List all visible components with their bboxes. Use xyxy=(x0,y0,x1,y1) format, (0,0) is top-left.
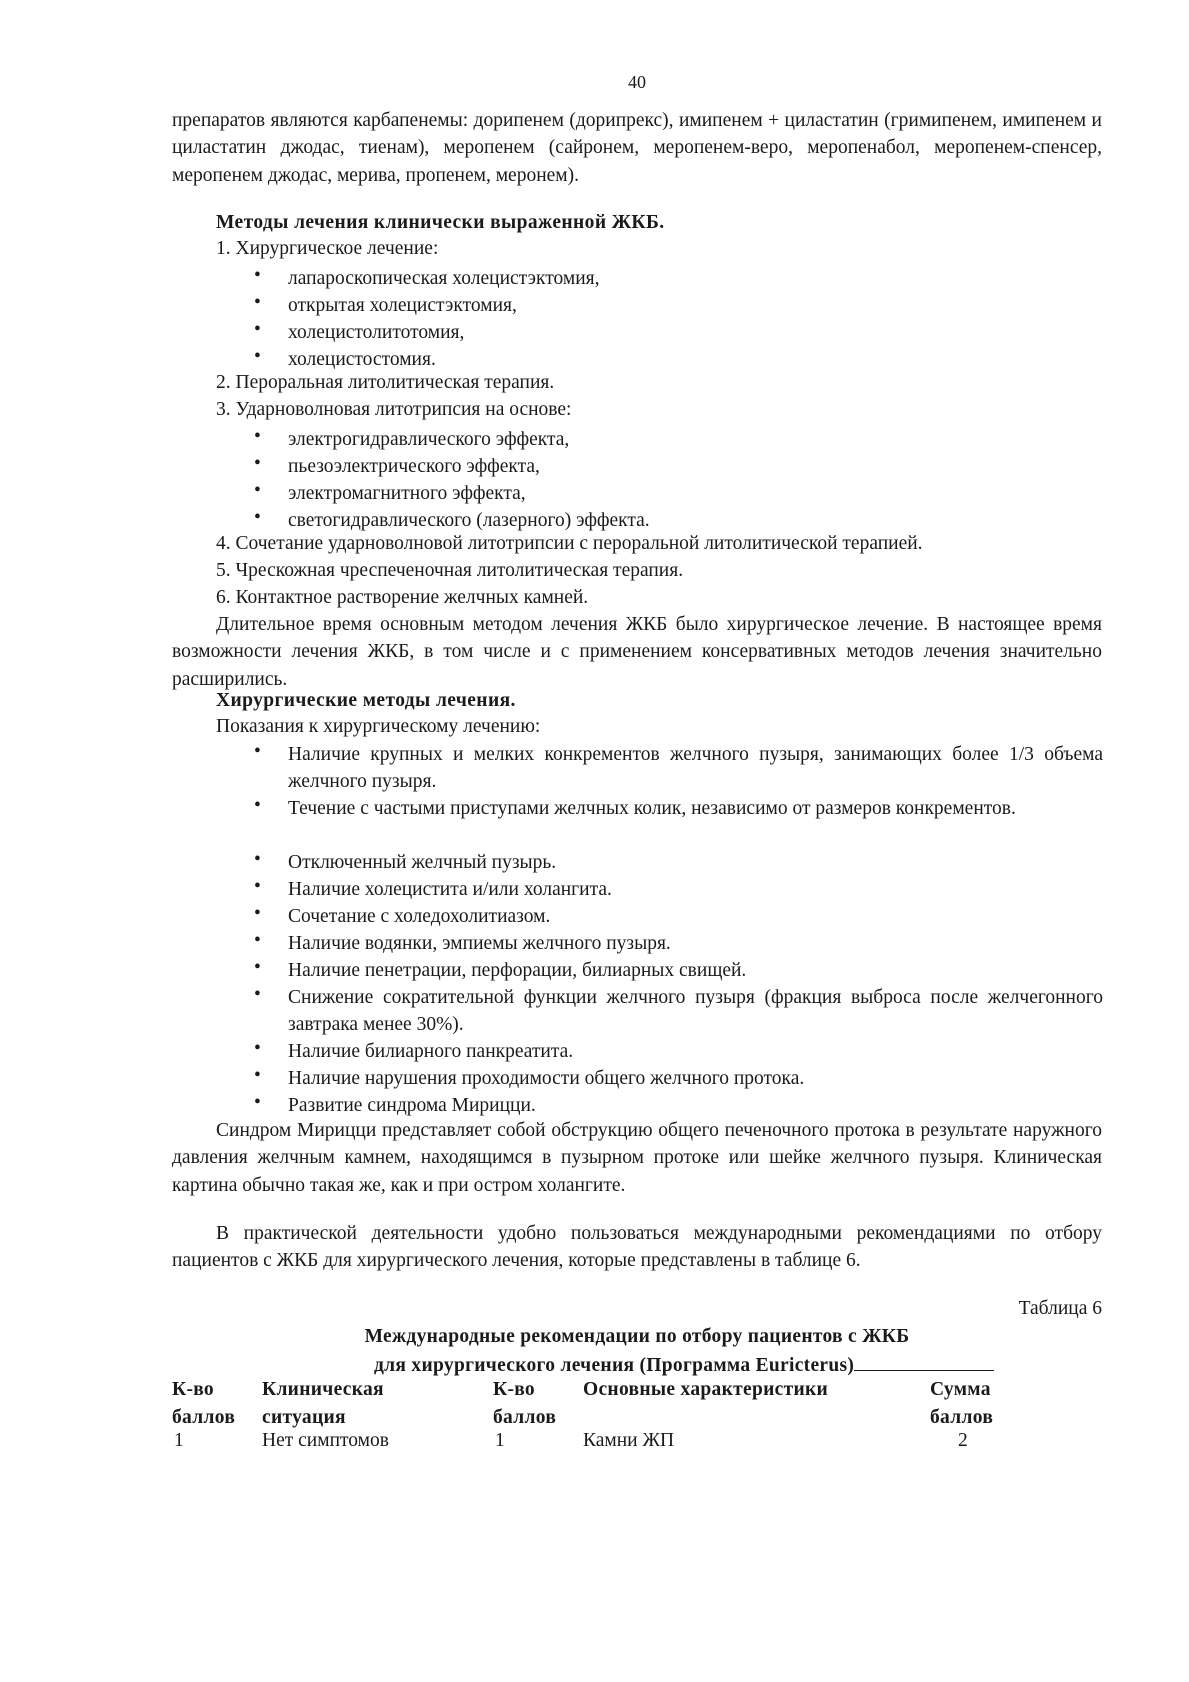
table-header-cell: К-во баллов xyxy=(493,1379,557,1428)
bullet-dot-icon: • xyxy=(254,319,261,340)
mirizzi-paragraph: Синдром Мирицци представляет собой обструкцию общего печеночного протока в результате наружного давления желчным камнем, находящимся в пузырном протоке или шейке желчного пузыря. Клиническая картина обычно такая же, как и при остром холангите. xyxy=(172,1120,1102,1196)
practice-paragraph: В практической деятельности удобно пользоваться международными рекомендациями по отбору пациентов с ЖКБ для хирургического лечения, которые представлены в таблице 6. xyxy=(172,1223,1102,1272)
methods-item-3: 3. Ударноволновая литотрипсия на основе: xyxy=(216,399,572,420)
table-cell: 1 xyxy=(495,1430,505,1451)
title-underline xyxy=(854,1350,994,1371)
bullet-dot-icon: • xyxy=(254,903,261,924)
bullet-dot-icon: • xyxy=(254,957,261,978)
table-header-cell: Клиническая ситуация xyxy=(262,1379,384,1428)
bullet-dot-icon: • xyxy=(254,1065,261,1086)
methods-item-4: 4. Сочетание ударноволновой литотрипсии с пероральной литолитической терапией. xyxy=(216,533,923,554)
table-title-line-1: Международные рекомендации по отбору пациентов с ЖКБ xyxy=(364,1326,910,1347)
bullet-dot-icon: • xyxy=(254,1092,261,1113)
table-cell: Нет симптомов xyxy=(262,1430,389,1451)
bullet-dot-icon: • xyxy=(254,292,261,313)
bullet-dot-icon: • xyxy=(254,984,261,1005)
table-caption: Таблица 6 xyxy=(1018,1298,1102,1319)
bullet-dot-icon: • xyxy=(254,426,261,447)
table-cell: Камни ЖП xyxy=(583,1430,675,1451)
bullet-dot-icon: • xyxy=(254,453,261,474)
table-cell: 1 xyxy=(174,1430,184,1451)
bullet-dot-icon: • xyxy=(254,876,261,897)
bullet-dot-icon: • xyxy=(254,741,261,762)
methods-item-1: 1. Хирургическое лечение: xyxy=(216,238,439,259)
page-number: 40 xyxy=(628,72,646,92)
bullet-dot-icon: • xyxy=(254,507,261,528)
methods-item-5: 5. Чрескожная чреспеченочная литолитическая терапия. xyxy=(216,560,684,581)
intro-paragraph: препаратов являются карбапенемы: дорипенем (дорипрекс), имипенем + циластатин (гримипенем, имипенем и циластатин джодас, тиенам), меропенем (сайронем, меропенем-веро, меропенабол, меропенем-спенсер, меропенем джодас, мерива, пропенем, меронем). xyxy=(172,110,1102,186)
methods-heading: Методы лечения клинически выраженной ЖКБ. xyxy=(216,212,665,233)
table-header-cell: Сумма баллов xyxy=(930,1379,994,1428)
table-title-line-2: для хирургического лечения (Программа Euricterus) xyxy=(374,1350,994,1380)
table-header-cell: Основные характеристики xyxy=(583,1379,829,1400)
bullet-dot-icon: • xyxy=(254,795,261,816)
bullet-dot-icon: • xyxy=(254,1038,261,1059)
bullet-dot-icon: • xyxy=(254,849,261,870)
bullet-dot-icon: • xyxy=(254,480,261,501)
methods-item-2: 2. Пероральная литолитическая терапия. xyxy=(216,372,555,393)
indications-label: Показания к хирургическому лечению: xyxy=(216,716,541,737)
bullet-dot-icon: • xyxy=(254,346,261,367)
table-cell: 2 xyxy=(958,1430,968,1451)
bullet-dot-icon: • xyxy=(254,265,261,286)
surgical-heading: Хирургические методы лечения. xyxy=(216,690,516,711)
bullet-dot-icon: • xyxy=(254,930,261,951)
long-time-paragraph: Длительное время основным методом лечения ЖКБ было хирургическое лечение. В настоящее время возможности лечения ЖКБ, в том числе и с применением консервативных методов лечения значительно расширились. xyxy=(172,614,1102,690)
table-header-cell: К-во баллов xyxy=(172,1379,236,1428)
methods-item-6: 6. Контактное растворение желчных камней. xyxy=(216,587,589,608)
